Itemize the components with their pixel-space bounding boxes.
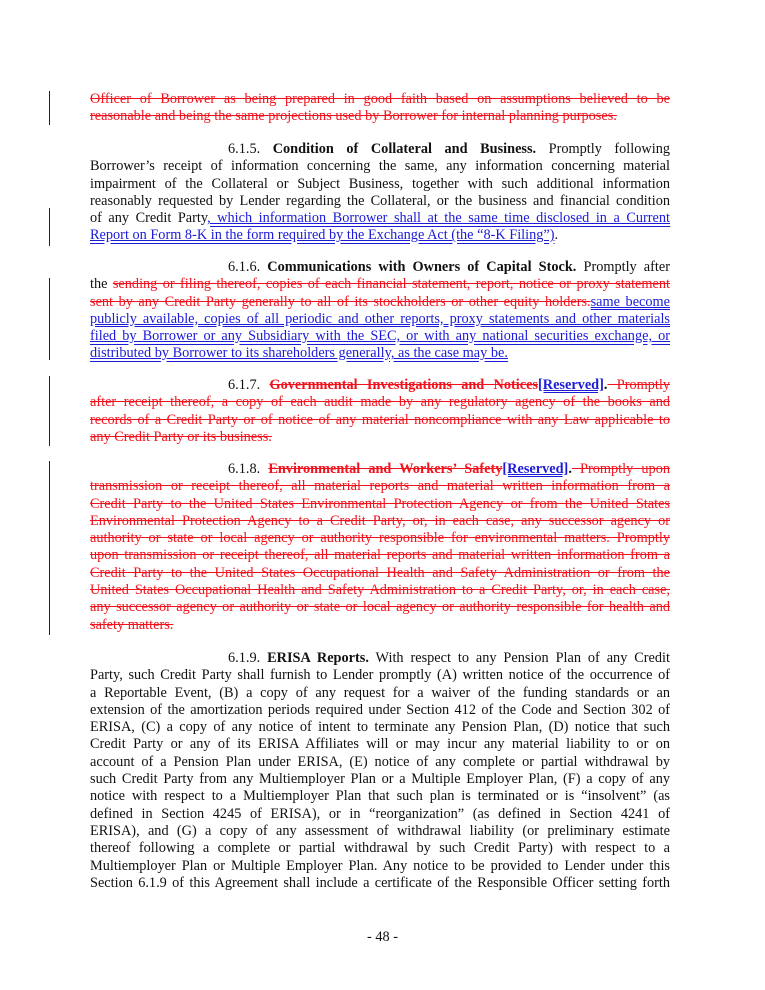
text-line: [90, 227, 670, 244]
text-line: [90, 429, 670, 446]
text: Multiemployer Plan or Multiple Employer Plan. Any notice to be provided to Lender under this: [90, 857, 670, 874]
text-line: [90, 858, 670, 875]
heading-text: Condition of Collateral and Business.: [272, 141, 537, 157]
text: Promptly following: [536, 141, 670, 157]
text: Credit Party or any of its ERISA Affiliates will or may incur any material liability to or on: [90, 736, 670, 753]
deleted-text: transmission or receipt thereof, all material reports and material written information from a: [90, 478, 670, 495]
deleted-heading: Governmental Investigations and Notices: [269, 377, 538, 393]
text: Section 6.1.9 of this Agreement shall include a certificate of the Responsible Officer setting forth: [90, 874, 670, 891]
inserted-heading: [Reserved]: [502, 461, 569, 477]
text-line: [90, 311, 670, 328]
deleted-text: Promptly: [607, 377, 670, 393]
deleted-text: Credit Party to the United States Occupational Health and Safety Administration or from the: [90, 564, 670, 581]
deleted-text: any successor agency or authority or state or local agency or authority responsible for health and: [90, 599, 670, 616]
text-line: [90, 840, 670, 857]
text: the: [90, 276, 113, 293]
deleted-text: Environmental Protection Agency to a Credit Party, or, in each case, any successor agency or: [90, 512, 670, 529]
heading-text: .: [568, 461, 572, 477]
text-line: [90, 565, 670, 582]
section-6-1-9: [90, 650, 670, 892]
text: thereof following a complete or partial withdrawal by such Credit Party) with respect to a: [90, 840, 670, 857]
change-bar: [49, 91, 50, 125]
deleted-text: Credit Party to the United States Environmental Protection Agency or from the United States: [90, 495, 670, 512]
text: 6.1.5.: [228, 141, 273, 157]
text-line: [90, 141, 670, 158]
text-line: [90, 788, 670, 805]
inserted-text: publicly available, copies of all periodic and other reports, proxy statements and other materials: [90, 310, 670, 327]
deleted-text: United States Occupational Health and Safety Administration to a Credit Party, or, in each case,: [90, 582, 670, 599]
heading-text: .: [603, 377, 608, 393]
text-line: [90, 823, 670, 840]
text: 6.1.9.: [228, 650, 268, 666]
text-line: [90, 176, 670, 193]
change-bar: [49, 208, 50, 246]
text-line: [90, 91, 670, 108]
inserted-text: filed by Borrower or any Subsidiary with the SEC, or with any national securities exchange, or: [90, 328, 670, 345]
deleted-text: Officer of Borrower as being prepared in good faith based on assumptions believed to be: [90, 91, 670, 107]
text-line: [90, 294, 670, 311]
text: Promptly after: [576, 259, 670, 275]
text-line: [90, 685, 670, 702]
page-number: - 48 -: [367, 929, 398, 945]
text-line: [90, 719, 670, 736]
inserted-text: , which information Borrower shall at the same time disclosed in a Current: [207, 210, 671, 227]
text: 6.1.6.: [228, 259, 268, 275]
inserted-text: Report on Form 8-K in the form required by the Exchange Act (the “8-K Filing”): [90, 227, 555, 244]
text-line: [90, 513, 670, 530]
inserted-heading: [Reserved]: [538, 377, 604, 393]
text-line: [90, 345, 670, 362]
deleted-text: upon transmission or receipt thereof, all material reports and material written information from a: [90, 547, 670, 564]
deleted-text: reasonable and being the same projections used by Borrower for internal planning purposes.: [90, 108, 617, 125]
text-line: [90, 394, 670, 411]
text-line: [90, 259, 670, 276]
text: of any Credit Party: [90, 210, 208, 227]
text: defined in Section 4245 of ERISA), or in “reorganization” (as defined in Section 4241 of: [90, 805, 670, 822]
deleted-text: Promptly upon: [571, 461, 670, 477]
text-line: [90, 582, 670, 599]
deleted-text: records of a Credit Party or of notice of any material noncompliance with any Law applicable to: [90, 411, 670, 428]
text: With respect to any Pension Plan of any Credit: [368, 650, 670, 666]
text: Party, such Credit Party shall furnish to Lender promptly (A) written notice of the occurrence of: [90, 667, 670, 684]
text-line: [90, 210, 670, 227]
text: such Credit Party from any Multiemployer Plan or a Multiple Employer Plan, (F) a copy of any: [90, 771, 670, 788]
deleted-heading: Environmental and Workers’ Safety: [268, 461, 503, 477]
text-line: [90, 875, 670, 892]
deleted-text: after receipt thereof, a copy of each audit made by any regulatory agency of the books and: [90, 394, 670, 411]
text-line: [90, 599, 670, 616]
inserted-text: same become: [590, 293, 670, 310]
text: .: [554, 227, 559, 244]
deleted-text: authority or state or local agency or authority responsible for environmental matters. Promptly: [90, 530, 670, 547]
text-line: [90, 702, 670, 719]
text-line: [90, 478, 670, 495]
text-line: [90, 806, 670, 823]
inserted-text: distributed by Borrower to its shareholders generally, as the case may be.: [90, 345, 508, 362]
section-6-1-7: [90, 377, 670, 446]
text: account of a Pension Plan under ERISA, (E) notice of any complete or partial withdrawal by: [90, 753, 670, 770]
text-line: [90, 771, 670, 788]
text-line: [90, 276, 670, 293]
text: 6.1.7.: [228, 377, 270, 393]
section-6-1-8: [90, 461, 670, 634]
p-continued: [90, 91, 670, 126]
text-line: [90, 412, 670, 429]
text: 6.1.8.: [228, 461, 269, 477]
text: notice with respect to a Multiemployer Plan that such plan is terminated or is “insolvent” (as: [90, 788, 670, 805]
text-line: [90, 496, 670, 513]
text-line: [90, 547, 670, 564]
deleted-text: sending or filing thereof, copies of each financial statement, report, notice or proxy statement: [112, 276, 670, 293]
text: a Reportable Event, (B) a copy of any request for a waiver of the funding standards or an: [90, 684, 670, 701]
text-line: [90, 377, 670, 394]
text-line: [90, 736, 670, 753]
text: ERISA, (C) a copy of any notice of intent to terminate any Pension Plan, (D) notice that such: [90, 719, 670, 736]
text-line: [90, 667, 670, 684]
text-line: [90, 158, 670, 175]
text-line: [90, 328, 670, 345]
heading-text: Communications with Owners of Capital Stock.: [267, 259, 577, 275]
deleted-text: any Credit Party or its business.: [90, 428, 272, 445]
text-line: [90, 650, 670, 667]
text: reasonably requested by Lender regarding the Collateral, or the business and financial condition: [90, 192, 670, 209]
text: ERISA), and (G) a copy of any assessment of withdrawal liability (or preliminary estimate: [90, 822, 670, 839]
text-line: [90, 193, 670, 210]
text: Borrower’s receipt of information concerning the same, any information concerning material: [90, 158, 670, 175]
change-bar: [49, 278, 50, 360]
deleted-text: safety matters.: [90, 616, 174, 633]
section-6-1-5: [90, 141, 670, 245]
deleted-text: sent by any Credit Party generally to all of its stockholders or other equity holders.: [90, 293, 591, 310]
text-line: [90, 108, 670, 125]
change-bar: [49, 376, 50, 446]
heading-text: ERISA Reports.: [267, 650, 369, 666]
text-line: [90, 617, 670, 634]
text: impairment of the Collateral or Subject Business, together with such additional information: [90, 175, 670, 192]
change-bar: [49, 461, 50, 635]
text-line: [90, 461, 670, 478]
text-line: [90, 754, 670, 771]
text: extension of the amortization periods required under Section 412 of the Code and Section 302 of: [90, 701, 670, 718]
text-line: [90, 530, 670, 547]
section-6-1-6: [90, 259, 670, 363]
